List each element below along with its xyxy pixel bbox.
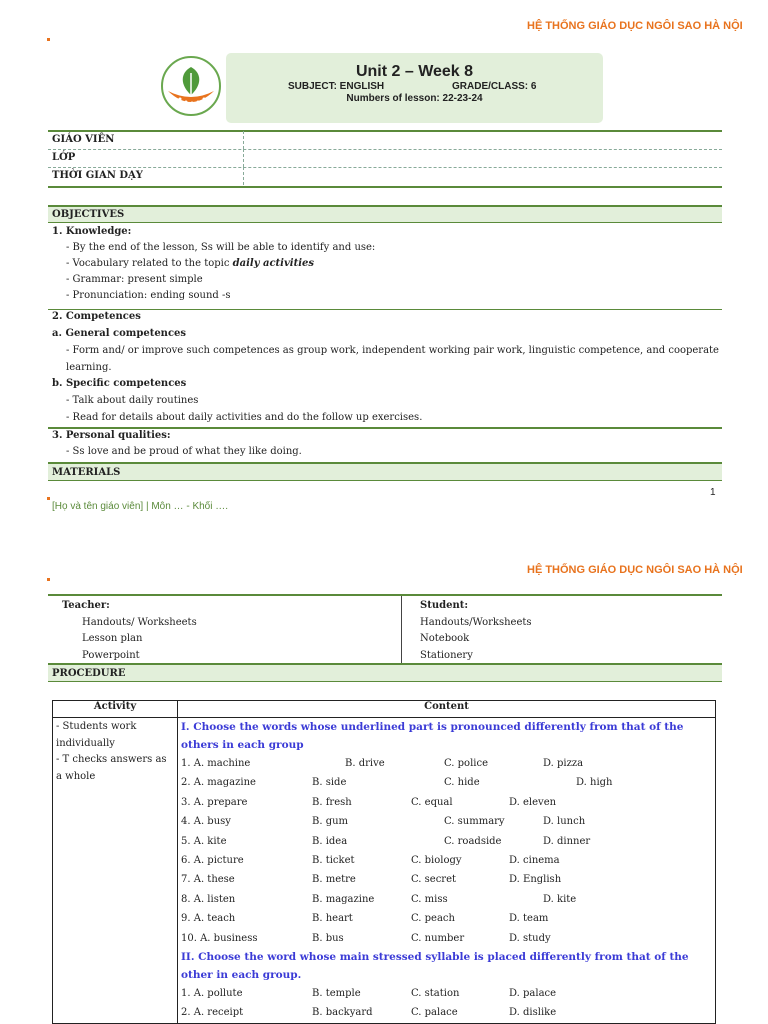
answer-row (181, 929, 712, 948)
unit-title: Unit 2 – Week 8 (355, 63, 474, 80)
question-2-title: II. Choose the word whose main stressed syllable is placed differently from that of the other in each group. (181, 950, 689, 981)
knowledge-title: 1. Knowledge: (52, 226, 132, 237)
student-item: Notebook (420, 633, 470, 644)
answer-option: D. eleven (509, 796, 557, 808)
content-col-header: Content (178, 701, 716, 718)
answer-option: 10. A. business (181, 932, 258, 944)
knowledge-item (52, 256, 720, 272)
subject: SUBJECT: ENGLISH (288, 81, 385, 92)
answer-option: 1. A. pollute (181, 987, 243, 999)
teacher-label: Teacher: (62, 600, 110, 611)
teacher-item: Lesson plan (82, 633, 143, 644)
bullet-dot (47, 38, 50, 41)
personal-text: - Ss love and be proud of what they like doing. (66, 446, 302, 457)
class-label: LỚP (52, 152, 76, 163)
answer-option: C. miss (411, 893, 448, 905)
school-name: HỆ THỐNG GIÁO DỤC NGÔI SAO HÀ NỘI (527, 564, 743, 576)
specific-title: b. Specific competences (52, 378, 187, 389)
knowledge-item: - Grammar: present simple (66, 274, 203, 285)
competences-body (52, 309, 720, 426)
answer-row (181, 773, 712, 792)
answer-option: B. fresh (312, 796, 352, 808)
materials-table (48, 594, 722, 666)
answer-option: B. magazine (312, 893, 375, 905)
answer-option: C. equal (411, 796, 453, 808)
answer-option: C. roadside (444, 835, 502, 847)
answer-option: B. heart (312, 913, 353, 925)
time-label: THỜI GIAN DẠY (52, 170, 143, 181)
competences-title: 2. Competences (52, 311, 141, 322)
personal-title: 3. Personal qualities: (52, 430, 171, 441)
answer-option: D. kite (543, 893, 577, 905)
answer-option: B. side (312, 777, 347, 789)
knowledge-item-text: - Vocabulary related to the topic (66, 258, 233, 269)
answer-option: 7. A. these (181, 874, 235, 886)
answer-row (181, 870, 712, 889)
answer-option: C. hide (444, 777, 480, 789)
answer-option: 1. A. machine (181, 758, 251, 769)
answer-option: B. metre (312, 874, 356, 886)
answer-option: B. ticket (312, 854, 355, 866)
divider (48, 186, 722, 188)
answer-option: 2. A. receipt (181, 1007, 244, 1019)
answer-option: 3. A. prepare (181, 796, 248, 808)
activity-line: - Students work individually (56, 721, 137, 749)
answer-option: 2. A. magazine (181, 777, 256, 789)
answer-option: D. dislike (509, 1007, 557, 1019)
question-2-rows (181, 984, 712, 1023)
answer-option: C. police (444, 758, 488, 769)
answer-option: B. bus (312, 932, 344, 944)
page-number: 1 (710, 487, 716, 498)
answer-row (181, 812, 712, 831)
teacher-label: GIÁO VIÊN (52, 134, 115, 145)
answer-option: B. drive (345, 758, 385, 769)
lesson-header (226, 53, 603, 123)
answer-option: 6. A. picture (181, 854, 244, 866)
answer-row (181, 1003, 712, 1022)
answer-option: D. team (509, 913, 549, 925)
answer-option: 5. A. kite (181, 835, 227, 847)
bullet-dot (47, 578, 50, 581)
lesson-numbers: Numbers of lesson: 22-23-24 (346, 93, 483, 104)
activity-line: - T checks answers as a whole (56, 754, 167, 782)
general-text: - Form and/ or improve such competences as group work, independent working pair work, linguistic competence, and cooperate learning. (66, 345, 719, 373)
answer-option: B. idea (312, 835, 348, 847)
student-label: Student: (420, 600, 469, 611)
answer-option: D. palace (509, 987, 557, 999)
school-logo (158, 55, 224, 117)
objectives-body (52, 224, 720, 304)
procedure-heading: PROCEDURE (48, 663, 722, 682)
answer-option: C. summary (444, 816, 505, 828)
activity-table (52, 700, 716, 1024)
answer-option: C. peach (411, 913, 455, 925)
answer-option: 9. A. teach (181, 913, 236, 925)
teacher-item: Powerpoint (82, 649, 140, 661)
answer-option: C. biology (411, 854, 462, 866)
answer-option: C. secret (411, 874, 457, 886)
general-title: a. General competences (52, 328, 187, 339)
answer-row (181, 909, 712, 928)
info-row-teacher (48, 131, 722, 150)
topic: daily activities (232, 258, 314, 269)
answer-option: C. palace (411, 1007, 458, 1019)
answer-option: B. backyard (312, 1007, 373, 1019)
specific-item: - Read for details about daily activities and do the follow up exercises. (66, 412, 423, 423)
answer-row (181, 984, 712, 1003)
info-row-class (48, 149, 722, 168)
answer-option: D. English (509, 874, 562, 886)
student-item: Handouts/Worksheets (420, 616, 532, 628)
bullet-dot (47, 497, 50, 500)
answer-option: B. gum (312, 816, 349, 828)
answer-option: 4. A. busy (181, 816, 231, 828)
footer-text: [Họ và tên giáo viên] | Môn … - Khối …. (52, 501, 229, 512)
question-1-title: I. Choose the words whose underlined part is pronounced differently from that of the others in each group (181, 721, 684, 751)
answer-option: D. study (509, 932, 551, 944)
answer-option: B. temple (312, 987, 361, 999)
activity-col-header: Activity (53, 701, 178, 718)
personal-body (52, 428, 720, 460)
student-item: Stationery (420, 649, 473, 661)
objectives-heading: OBJECTIVES (48, 205, 722, 223)
answer-option: D. high (576, 777, 613, 789)
answer-row (181, 832, 712, 851)
answer-option: D. cinema (509, 854, 560, 866)
answer-row (181, 754, 712, 773)
materials-heading: MATERIALS (48, 462, 722, 481)
question-1-rows (181, 754, 712, 948)
teacher-item: Handouts/ Worksheets (82, 616, 197, 628)
answer-row (181, 851, 712, 870)
grade: GRADE/CLASS: 6 (452, 81, 537, 92)
knowledge-item: - By the end of the lesson, Ss will be able to identify and use: (66, 242, 376, 253)
answer-row (181, 890, 712, 909)
school-name: HỆ THỐNG GIÁO DỤC NGÔI SAO HÀ NỘI (527, 20, 743, 32)
info-row-time (48, 167, 722, 185)
answer-row (181, 793, 712, 812)
answer-option: C. station (411, 987, 460, 999)
specific-item: - Talk about daily routines (66, 395, 199, 406)
knowledge-item: - Pronunciation: ending sound -s (66, 290, 231, 301)
answer-option: C. number (411, 932, 465, 944)
answer-option: 8. A. listen (181, 893, 236, 905)
answer-option: D. dinner (543, 835, 591, 847)
answer-option: D. pizza (543, 758, 584, 769)
answer-option: D. lunch (543, 816, 586, 828)
